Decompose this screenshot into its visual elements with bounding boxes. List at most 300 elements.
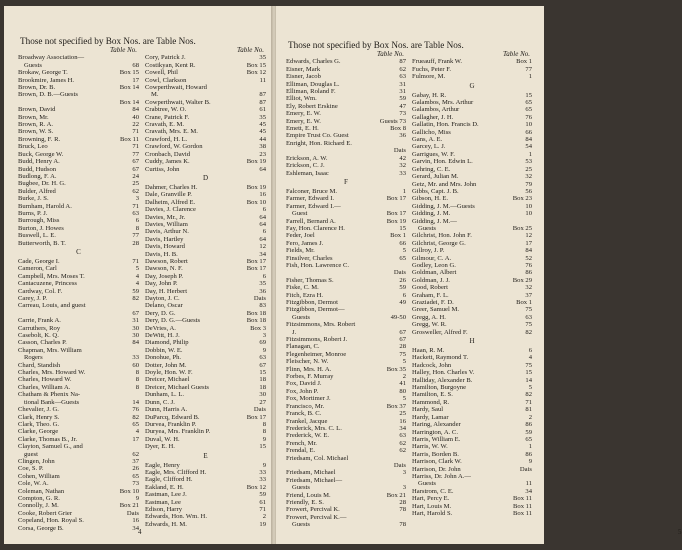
entry-table-number: Box 23	[512, 195, 532, 203]
entry-table-number: 71	[132, 257, 139, 265]
entry-table-number: 76	[525, 113, 532, 121]
entry-table-number: 59	[399, 95, 406, 103]
entry-table-number: 1	[528, 443, 532, 451]
entry-table-number: 8	[262, 420, 266, 428]
entry-table-number: 26	[399, 276, 406, 284]
entry-table-number: Box 17	[386, 210, 406, 218]
entry-name: Bugbee, Dr. H. G.	[18, 180, 66, 188]
index-entry	[412, 58, 532, 65]
entry-table-number	[530, 218, 532, 225]
entry-name: Budlong, F. A.	[18, 172, 57, 180]
entry-name: Elliman, Roland F.	[286, 88, 336, 96]
index-entry	[18, 69, 139, 76]
entry-table-number: Box 37	[386, 402, 406, 410]
index-entry	[286, 492, 406, 499]
entry-name: Eastman, Lee	[145, 498, 181, 506]
index-entry	[286, 132, 406, 139]
entry-name: Fitzsimmons, Robert J.	[286, 336, 348, 344]
entry-name: Cardway, Col. F.	[18, 287, 63, 295]
entry-table-number: 75	[525, 361, 532, 369]
entry-table-number: 2	[528, 413, 532, 421]
index-entry	[412, 284, 532, 291]
entry-name: Harriss, Dr. John A.—	[412, 472, 471, 480]
index-entry	[412, 406, 532, 413]
entry-table-number: Box 10	[119, 487, 139, 495]
index-entry	[412, 488, 532, 495]
entry-name: Galambos, Arthur	[412, 106, 460, 114]
index-entry	[412, 240, 532, 247]
entry-name: Harrison, Dr. John	[412, 465, 461, 473]
index-entry	[412, 225, 532, 232]
entry-table-number: 5	[135, 265, 139, 273]
entry-name: Fulmore, M.	[412, 73, 446, 81]
index-entry	[18, 354, 139, 361]
entry-name: Finsilver, Charles	[286, 254, 333, 262]
entry-table-number: 6	[262, 272, 266, 280]
index-entry	[412, 451, 532, 458]
entry-table-number	[404, 306, 406, 313]
entry-name: Gibson, H. E.	[412, 195, 449, 203]
entry-name: Feder, Joel	[286, 232, 315, 240]
index-entry	[18, 295, 139, 302]
index-entry	[286, 277, 406, 284]
entry-table-number	[404, 203, 406, 210]
entry-continuation: Rogers	[24, 354, 43, 362]
entry-table-number: 73	[399, 110, 406, 118]
entry-name: Flinn, Mrs. H. A.	[286, 365, 332, 373]
entry-name: Gerard, Julian M.	[412, 173, 459, 181]
entry-name: Bruck, Leo	[18, 143, 48, 151]
index-entry	[18, 310, 139, 317]
entry-table-number: 16	[259, 191, 266, 199]
entry-name: Farmer, Edward I.—	[286, 202, 341, 210]
entry-table-number: 64	[259, 235, 266, 243]
right-columns	[286, 51, 532, 529]
entry-name: Budd, Hudson	[18, 165, 57, 173]
index-entry	[18, 265, 139, 272]
index-entry	[145, 191, 266, 198]
entry-table-number: 2	[262, 513, 266, 521]
entry-table-number: 8	[135, 224, 139, 232]
entry-name: Edwards, Charles G.	[286, 58, 341, 66]
index-entry	[145, 484, 266, 491]
index-entry	[145, 317, 266, 324]
index-entry	[18, 525, 139, 532]
entry-name: Burke, J. S.	[18, 195, 49, 203]
entry-name: Dreicer, Michael	[145, 376, 190, 384]
entry-table-number: 65	[399, 254, 406, 262]
index-entry	[286, 447, 406, 454]
entry-name: Fero, James J.	[286, 239, 324, 247]
entry-table-number: 16	[132, 517, 139, 525]
index-entry	[18, 502, 139, 509]
index-entry	[286, 469, 406, 476]
entry-name: Cole, W. A.	[18, 480, 49, 488]
index-entry	[145, 421, 266, 428]
entry-table-number: 31	[399, 80, 406, 88]
entry-name: Compton, G. R.	[18, 494, 60, 502]
entry-name: Farrell, Bernard A.	[286, 217, 336, 225]
entry-table-number: 1	[528, 150, 532, 158]
index-entry	[286, 440, 406, 447]
entry-table-number: 34	[132, 524, 139, 532]
index-entry	[18, 225, 139, 232]
entry-table-number: 8	[262, 428, 266, 436]
entry-name: Dahmer, Charles H.	[145, 183, 198, 191]
index-entry	[286, 373, 406, 380]
entry-table-number: Box 1	[516, 299, 532, 306]
entry-name: Halley, Hon. Charles V.	[412, 369, 475, 377]
entry-table-number	[137, 54, 139, 61]
entry-name: Duval, W. H.	[145, 435, 180, 443]
entry-table-number: 45	[259, 128, 266, 136]
entry-name: Gregg, A. H.	[412, 313, 446, 321]
index-entry	[18, 136, 139, 143]
index-entry	[412, 210, 532, 217]
entry-continuation: Guests	[292, 521, 310, 529]
entry-table-number: 82	[525, 328, 532, 336]
entry-name: Cronbach, David	[145, 150, 191, 158]
entry-name: Day, Joseph P.	[145, 272, 184, 280]
entry-name: Brown, R. A.	[18, 121, 53, 129]
entry-name: Flanagan, C.	[286, 343, 320, 351]
entry-name: Burton, J. Howes	[18, 224, 64, 232]
entry-table-number: 16	[399, 417, 406, 425]
entry-table-number: 75	[399, 350, 406, 358]
entry-table-number: Box 10	[246, 198, 266, 206]
entry-name: Eisner, Mark	[286, 65, 321, 73]
entry-name: Hadcock, John	[412, 361, 452, 369]
entry-name: Flegenheimer, Monroe	[286, 350, 347, 358]
entry-name: Eakland, E. H.	[145, 483, 184, 491]
entry-name: Godley, Leon G.	[412, 261, 456, 269]
entry-table-number: 4	[135, 272, 139, 280]
index-entry	[18, 143, 139, 150]
entry-name: Clark, Henry S.	[18, 413, 60, 421]
entry-name: Dobbin, W. E.	[145, 346, 183, 354]
entry-name: Brown, Dr. B.	[18, 84, 56, 92]
entry-name: Graham, F. L.	[412, 291, 449, 299]
entry-name: Chatham & Phenix Na-	[18, 391, 81, 399]
entry-name: Cade, George I.	[18, 257, 60, 265]
entry-name: Delano, Oscar	[145, 302, 183, 310]
entry-table-number: 52	[525, 254, 532, 262]
entry-table-number: 61	[259, 498, 266, 506]
index-entry	[412, 151, 532, 158]
entry-table-number: 10	[525, 121, 532, 129]
entry-name: Browning, F. R.	[18, 135, 61, 143]
index-entry	[412, 377, 532, 384]
entry-name: Fitzgibbon, Dermot—	[286, 306, 345, 314]
index-entry	[145, 369, 266, 376]
index-entry	[18, 173, 139, 180]
index-entry	[145, 391, 266, 398]
entry-table-number: Dais	[393, 269, 406, 277]
entry-table-number: 5	[402, 395, 406, 403]
index-entry	[145, 462, 266, 469]
entry-table-number: Box 25	[512, 224, 532, 232]
entry-name: Ely, Robert Erskine	[286, 102, 338, 110]
entry-name: Crawford, W. Gordon	[145, 143, 203, 151]
index-entry	[145, 513, 266, 520]
index-entry	[145, 325, 266, 332]
index-entry	[18, 376, 139, 383]
entry-table-number	[404, 514, 406, 521]
entry-name: Coleman, Nathan	[18, 487, 65, 495]
index-entry	[145, 521, 266, 528]
entry-table-number: 80	[399, 387, 406, 395]
section-letter: F	[344, 177, 348, 186]
index-entry	[18, 495, 139, 502]
entry-name: Gallagher, J. H.	[412, 113, 454, 121]
entry-table-number	[137, 347, 139, 354]
entry-name: Good, Robert	[412, 284, 448, 292]
entry-table-number: 75	[525, 306, 532, 314]
index-column	[145, 47, 266, 532]
entry-continuation	[18, 99, 24, 106]
entry-table-number: 56	[525, 187, 532, 195]
entry-name: Carruthers, Roy	[18, 324, 61, 332]
entry-name: Erickson, C. J.	[286, 162, 325, 170]
entry-name: Donohue, Ph.	[145, 354, 182, 362]
index-entry	[412, 429, 532, 436]
index-entry	[286, 218, 406, 225]
index-column	[286, 51, 406, 529]
index-entry	[412, 306, 532, 313]
entry-table-number: 25	[132, 180, 139, 188]
left-columns	[18, 47, 266, 532]
entry-name: Edwards, Hon. Wm. H.	[145, 513, 207, 521]
entry-table-number: 22	[132, 121, 139, 129]
entry-table-number: 64	[259, 165, 266, 173]
entry-name: Cooke, Robert Grier	[18, 509, 73, 517]
index-entry	[286, 110, 406, 117]
entry-table-number: 42	[399, 154, 406, 162]
index-entry	[18, 280, 139, 287]
entry-table-number: 59	[132, 287, 139, 295]
entry-name: Dayton, J. C.	[145, 295, 180, 302]
entry-name: Day, John P.	[145, 280, 178, 288]
index-entry	[145, 406, 266, 413]
entry-table-number: 76	[525, 261, 532, 269]
index-entry	[145, 339, 266, 346]
entry-name: Gilchrist, Hon. John F.	[412, 232, 472, 240]
index-entry	[412, 495, 532, 502]
entry-name: Friedsam, Col. Michael	[286, 454, 349, 462]
index-entry	[145, 436, 266, 443]
entry-table-number: 15	[259, 443, 266, 451]
index-entry	[412, 321, 532, 328]
entry-table-number: 27	[259, 398, 266, 406]
entry-table-number: 53	[525, 158, 532, 166]
index-entry	[412, 458, 532, 465]
entry-name: Davies, Mr., Jr.	[145, 213, 186, 221]
index-entry	[412, 384, 532, 391]
entry-name: Gidding, J. M.	[412, 210, 451, 218]
entry-table-number: 60	[132, 361, 139, 369]
table-no-header: Table No.	[377, 50, 404, 58]
entry-table-number: 67	[399, 328, 406, 336]
section-letter: E	[203, 451, 208, 460]
section-letter: C	[76, 247, 81, 256]
entry-table-number: Box 14	[119, 98, 139, 106]
entry-table-number: 84	[525, 247, 532, 255]
index-entry	[18, 510, 139, 517]
index-column	[18, 47, 139, 532]
index-entry	[286, 188, 406, 195]
entry-table-number: 78	[399, 521, 406, 529]
entry-name: Elliot, Wm.	[286, 95, 317, 103]
index-entry	[18, 166, 139, 173]
entry-table-number	[137, 443, 139, 450]
entry-table-number: Box 12	[246, 69, 266, 77]
entry-continuation	[286, 269, 292, 276]
entry-table-number	[404, 477, 406, 484]
index-entry	[286, 366, 406, 373]
entry-name: Halliday, Alexander B.	[412, 376, 473, 384]
entry-table-number: 28	[399, 343, 406, 351]
entry-table-number: 78	[399, 506, 406, 514]
entry-name: Hamilton, Burgoyne	[412, 384, 467, 392]
entry-name: Fitzgibbon, Dermot	[286, 299, 339, 306]
index-entry	[286, 462, 406, 469]
entry-table-number: 37	[525, 291, 532, 299]
index-entry	[145, 347, 266, 354]
index-entry	[286, 255, 406, 262]
index-entry	[18, 451, 139, 458]
entry-table-number: 71	[132, 143, 139, 151]
entry-name: Clingen, John	[18, 457, 55, 465]
index-entry	[412, 166, 532, 173]
entry-table-number: Box 19	[386, 217, 406, 225]
entry-table-number: Box 11	[120, 135, 139, 143]
index-entry	[18, 288, 139, 295]
entry-name: Davies, William	[145, 220, 188, 228]
index-entry	[18, 362, 139, 369]
entry-name: Davies, J. Clarence	[145, 206, 196, 214]
entry-table-number: 68	[132, 61, 139, 69]
entry-table-number: Dais	[126, 509, 139, 517]
entry-table-number: 36	[399, 132, 406, 140]
index-entry	[286, 499, 406, 506]
entry-table-number: 32	[399, 162, 406, 170]
entry-table-number: Box 21	[386, 491, 406, 499]
index-entry	[18, 443, 139, 450]
entry-table-number: Box 8	[390, 125, 406, 133]
index-entry	[18, 458, 139, 465]
entry-name: Garvin, Hon. Edwin L.	[412, 158, 473, 166]
entry-table-number	[404, 455, 406, 462]
entry-table-number: Box 21	[119, 502, 139, 510]
index-entry	[18, 332, 139, 339]
entry-table-number: 33	[259, 468, 266, 476]
index-entry	[412, 473, 532, 480]
entry-table-number: 65	[132, 472, 139, 480]
index-entry	[18, 399, 139, 406]
index-entry	[412, 399, 532, 406]
entry-table-number	[530, 473, 532, 480]
index-entry	[145, 114, 266, 121]
index-entry	[145, 77, 266, 84]
index-entry	[18, 325, 139, 332]
entry-table-number: 87	[259, 98, 266, 106]
entry-name: Hart, Louis M.	[412, 502, 452, 510]
entry-name: Casson, Charles P.	[18, 339, 67, 347]
entry-name: Charles, Howard W.	[18, 376, 72, 384]
entry-table-number: 10	[525, 210, 532, 218]
index-entry	[286, 210, 406, 217]
entry-table-number: 8	[135, 376, 139, 384]
entry-name: Crawford, H. L.	[145, 135, 188, 143]
index-entry	[286, 81, 406, 88]
entry-name: Fields, Mr.	[286, 247, 315, 255]
entry-name: Gidding, J. M.—Guests	[412, 202, 475, 210]
index-entry	[145, 506, 266, 513]
entry-name: Fox, Mortimer J.	[286, 395, 331, 403]
entry-table-number: 71	[132, 202, 139, 210]
index-entry	[286, 418, 406, 425]
index-entry	[145, 428, 266, 435]
index-entry	[18, 317, 139, 324]
index-entry	[145, 414, 266, 421]
entry-table-number: 1	[528, 73, 532, 81]
entry-name: Dunn, C. J.	[145, 398, 175, 406]
entry-name: Hamilton, E. S.	[412, 391, 453, 399]
index-entry	[18, 428, 139, 435]
entry-table-number: 77	[132, 150, 139, 158]
entry-name: Dawson, N. F.	[145, 265, 183, 273]
entry-table-number: 33	[259, 476, 266, 484]
entry-name: Day, H. Herbert	[145, 287, 188, 295]
entry-continuation	[286, 462, 292, 469]
index-entry	[286, 118, 406, 125]
entry-table-number: Box 11	[513, 502, 532, 510]
entry-continuation: Guests	[418, 480, 436, 488]
entry-name: Friend, Louis M.	[286, 491, 331, 499]
index-entry	[18, 258, 139, 265]
entry-name: Dawson, Robert	[145, 257, 188, 265]
entry-table-number: 25	[399, 410, 406, 418]
entry-table-number: 83	[259, 302, 266, 310]
index-entry	[286, 388, 406, 395]
index-entry	[412, 255, 532, 262]
index-entry	[18, 188, 139, 195]
entry-name: Gregg, W. R.	[412, 321, 447, 329]
index-entry	[145, 99, 266, 106]
entry-name: Carrie, Frank A.	[18, 317, 61, 325]
index-entry	[145, 491, 266, 498]
entry-continuation	[286, 147, 292, 154]
index-entry	[18, 302, 139, 309]
index-entry	[412, 136, 532, 143]
index-entry	[412, 269, 532, 276]
entry-name: Haan, R. M.	[412, 347, 445, 355]
entry-table-number: 45	[259, 121, 266, 129]
index-entry	[145, 280, 266, 287]
entry-table-number: 84	[525, 136, 532, 144]
entry-name: Dotter, John M.	[145, 361, 187, 369]
entry-table-number: 4	[135, 280, 139, 288]
index-entry	[286, 284, 406, 291]
index-entry	[286, 321, 406, 328]
entry-name: Fay, Hon. Clarence H.	[286, 224, 345, 232]
index-entry	[286, 343, 406, 350]
entry-name: Doyle, Hon. W. F.	[145, 369, 193, 377]
entry-table-number: Box 15	[246, 61, 266, 69]
index-entry	[145, 158, 266, 165]
entry-name: Fitzsimmons, Mrs. Robert	[286, 321, 356, 329]
entry-name: Dery, D. G.—Guests	[145, 317, 201, 325]
